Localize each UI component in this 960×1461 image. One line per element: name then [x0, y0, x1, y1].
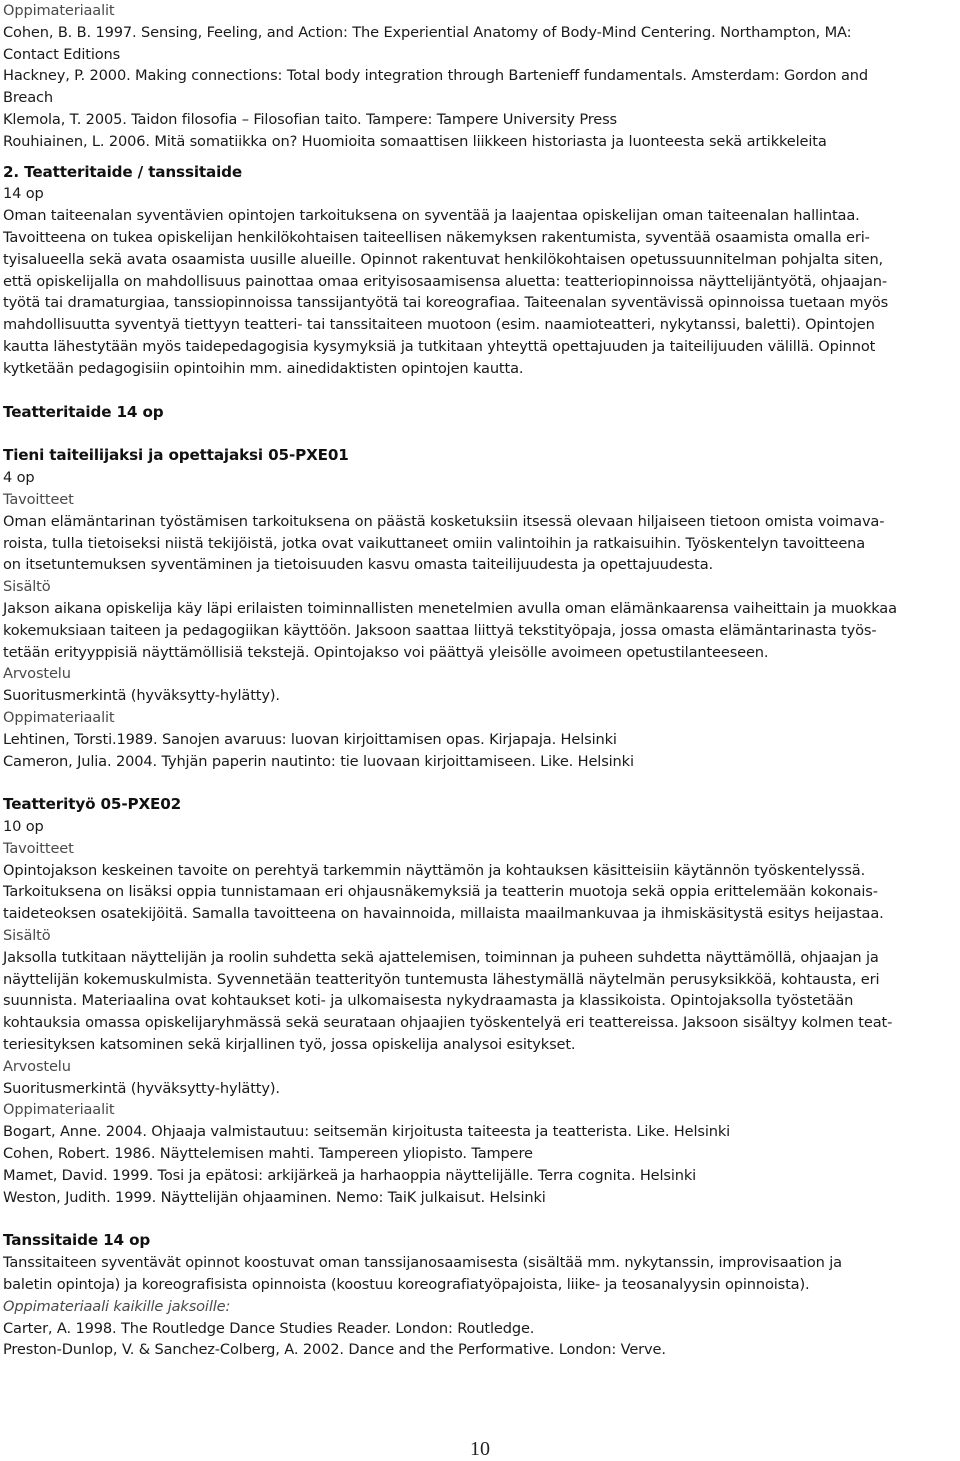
paragraph-line: Tavoitteena on tukea opiskelijan henkilökohtaisen taiteellisen näkemyksen rakentumista, syventää osaamista omalla eri-: [3, 228, 870, 246]
paragraph-line: tyisalueella sekä avata osaamista uusille alueille. Opinnot rakentuvat henkilökohtaisen opetussuunnitelman pohjalta siten,: [3, 250, 884, 268]
goals-line: taideteoksen osatekijöitä. Samalla tavoitteena on havainnoida, millaista maailmankuvaa ja ihmiskäsitystä esitys heijastaa.: [3, 905, 884, 923]
materials-label: Oppimateriaalit: [3, 2, 115, 19]
reference-line: Contact Editions: [3, 45, 121, 63]
subject-heading-teatteritaide: Teatteritaide 14 op: [3, 402, 164, 421]
page-number: 10: [470, 1438, 490, 1460]
paragraph-line: Tanssitaiteen syventävät opinnot koostuvat oman tanssijanosaamisesta (sisältää mm. nykytanssin, improvisaation ja: [3, 1254, 842, 1272]
reference-line: Rouhiainen, L. 2006. Mitä somatiikka on? Huomioita somaattisen liikkeen historiasta ja luonteesta sekä artikkeleita: [3, 132, 827, 150]
material-item: Mamet, David. 1999. Tosi ja epätosi: arkijärkeä ja harhaoppia näyttelijälle. Terra cognita. Helsinki: [3, 1166, 697, 1184]
goals-label: Tavoitteet: [3, 839, 74, 857]
material-item: Bogart, Anne. 2004. Ohjaaja valmistautuu: seitsemän kirjoitusta taiteesta ja teatterista. Like. Helsinki: [3, 1123, 731, 1141]
materials-label: Oppimateriaalit: [3, 1101, 115, 1119]
goals-line: roista, tulla tietoiseksi niistä tekijöistä, jotka ovat vaikuttaneet omiin valintoihin ja ratkaisuihin. Työskentelyn tavoitteena: [3, 534, 866, 552]
paragraph-line: työtä tai dramaturgiaa, tanssiopinnoissa tanssijantyötä tai koreografiaa. Taiteenalan syventävissä opinnoissa tuetaan myös: [3, 294, 889, 312]
paragraph-line: kautta lähestytään myös taidepedagogisia kysymyksiä ja tutkitaan yhteyttä opettajuuden ja taiteilijuuden välillä. Opinnot: [3, 337, 876, 355]
materials-label: Oppimateriaalit: [3, 708, 115, 726]
document-page: [3, 0, 955, 1361]
assessment-label: Arvostelu: [3, 665, 71, 683]
course-heading: Teatterityö 05-PXE02: [3, 795, 182, 814]
course-05-pxe02: [3, 794, 955, 1208]
goals-line: Opintojakson keskeinen tavoite on perehtyä tarkemmin näyttämön ja kohtauksen käsitteisiin käytännön työskentelyssä.: [3, 861, 866, 879]
reference-line: Hackney, P. 2000. Making connections: Total body integration through Bartenieff fundamentals. Amsterdam: Gordon and: [3, 67, 868, 85]
material-item: Lehtinen, Torsti.1989. Sanojen avaruus: luovan kirjoittamisen opas. Kirjapaja. Helsinki: [3, 730, 617, 748]
content-line: kohtauksia omassa opiskelijaryhmässä sekä seurataan ohjaajien työskentelyä eri teattereissa. Jaksoon sisältyy kolmen teat-: [3, 1014, 893, 1032]
content-label: Sisältö: [3, 578, 51, 596]
content-line: suunnista. Materiaalina ovat kohtaukset koti- ja ulkomaisesta nykydraamasta ja klassikoista. Opintojaksolla työstetään: [3, 992, 854, 1010]
goals-line: Oman elämäntarinan työstämisen tarkoituksena on päästä kosketuksiin itsessä olevaan hiljaiseen tietoon omista voimava-: [3, 512, 885, 530]
paragraph-line: että opiskelijalla on mahdollisuus painottaa omaa erityisosaamisensa aluetta: teatteriopinnoissa näyttelijäntyötä, ohjaajan-: [3, 272, 887, 290]
assessment-text: Suoritusmerkintä (hyväksytty-hylätty).: [3, 1079, 280, 1097]
top-references: [3, 0, 955, 153]
course-05-pxe01: [3, 445, 955, 772]
material-item: Cameron, Julia. 2004. Tyhjän paperin nautinto: tie luovaan kirjoittamiseen. Like. Helsinki: [3, 752, 634, 770]
material-item: Weston, Judith. 1999. Näyttelijän ohjaaminen. Nemo: TaiK julkaisut. Helsinki: [3, 1188, 546, 1206]
material-item: Carter, A. 1998. The Routledge Dance Studies Reader. London: Routledge.: [3, 1319, 535, 1337]
goals-line: on itsetuntemuksen syventäminen ja tietoisuuden kasvu omasta taiteilijuudesta ja opettajuudesta.: [3, 556, 714, 574]
subject-tanssitaide: [3, 1230, 955, 1361]
paragraph-line: mahdollisuutta syventyä tiettyyn teatteri- tai tanssitaiteen muotoon (esim. naamioteatteri, nykytanssi, baletti). Opintojen: [3, 316, 875, 334]
goals-label: Tavoitteet: [3, 490, 74, 508]
reference-line: Klemola, T. 2005. Taidon filosofia – Filosofian taito. Tampere: Tampere University Press: [3, 110, 617, 128]
materials-label: Oppimateriaali kaikille jaksoille:: [3, 1297, 231, 1315]
paragraph-line: baletin opintoja) ja koreografisista opinnoista (koostuu koreografiatyöpajoista, liike- ja teosanalyysin opinnoista).: [3, 1276, 810, 1294]
paragraph-line: kytketään pedagogisiin opintoihin mm. ainedidaktisten opintojen kautta.: [3, 359, 524, 377]
material-item: Cohen, Robert. 1986. Näyttelemisen mahti. Tampereen yliopisto. Tampere: [3, 1145, 533, 1163]
content-line: Jakson aikana opiskelija käy läpi erilaisten toiminnallisten menetelmien avulla oman elämänkaarensa vaiheittain ja muokkaa: [3, 599, 897, 617]
paragraph-line: Oman taiteenalan syventävien opintojen tarkoituksena on syventää ja laajentaa opiskelijan oman taiteenalan hallintaa.: [3, 207, 860, 225]
reference-line: Cohen, B. B. 1997. Sensing, Feeling, and Action: The Experiential Anatomy of Body-Mind Centering. Northampton, MA:: [3, 23, 852, 41]
content-line: teriesityksen katsominen sekä kirjallinen työ, jossa opiskelija analysoi esitykset.: [3, 1036, 576, 1054]
assessment-label: Arvostelu: [3, 1057, 71, 1075]
goals-line: Tarkoituksena on lisäksi oppia tunnistamaan eri ohjausnäkemyksiä ja teatterin muotoja sekä oppia erittelemään kokonais-: [3, 883, 878, 901]
content-line: näyttelijän kokemuskulmista. Syvennetään teatterityön tuntemusta lähestymällä näytelmän perusyksikköä, kohtausta, eri: [3, 970, 880, 988]
subject-heading-tanssitaide: Tanssitaide 14 op: [3, 1231, 151, 1250]
assessment-text: Suoritusmerkintä (hyväksytty-hylätty).: [3, 687, 280, 705]
content-line: kokemuksiaan taiteen ja pedagogiikan käyttöön. Jaksoon saattaa liittyä tekstityöpaja, jossa omasta elämäntarinasta työs-: [3, 621, 877, 639]
section-heading: 2. Teatteritaide / tanssitaide: [3, 162, 243, 181]
section-credits: 14 op: [3, 185, 44, 203]
course-credits: 10 op: [3, 818, 44, 836]
reference-line: Breach: [3, 89, 53, 107]
section-2: [3, 162, 955, 380]
material-item: Preston-Dunlop, V. & Sanchez-Colberg, A. 2002. Dance and the Performative. London: Verve.: [3, 1341, 666, 1359]
course-credits: 4 op: [3, 469, 35, 487]
content-line: tetään erityyppisiä näyttämöllisiä tekstejä. Opintojakso voi päättyä yleisölle avoimeen opetustilanteeseen.: [3, 643, 769, 661]
content-label: Sisältö: [3, 927, 51, 945]
content-line: Jaksolla tutkitaan näyttelijän ja roolin suhdetta sekä ajattelemisen, toiminnan ja puheen suhdetta näyttämöllä, ohjaajan ja: [3, 948, 879, 966]
course-heading: Tieni taiteilijaksi ja opettajaksi 05-PXE01: [3, 446, 349, 465]
